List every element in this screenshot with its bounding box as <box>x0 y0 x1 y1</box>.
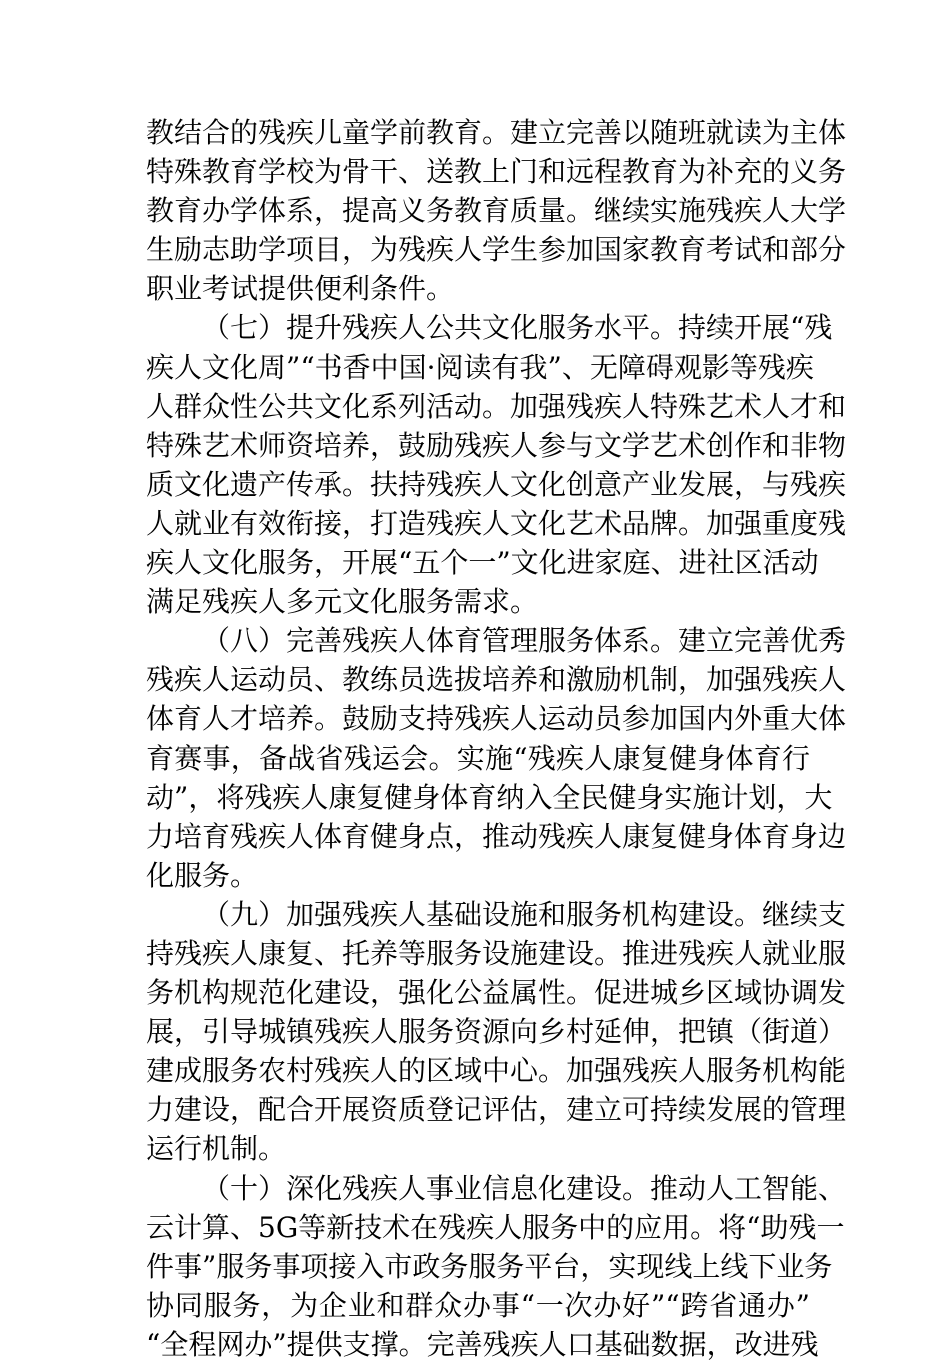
paragraph-9 <box>146 895 847 1169</box>
text-line: 育赛事，备战省残运会。实施“残疾人康复健身体育行 <box>146 741 810 775</box>
text-line: 教育办学体系，提高义务教育质量。继续实施残疾人大学 <box>146 194 847 228</box>
paragraph-1 <box>146 113 847 308</box>
text-line: 满足残疾人多元文化服务需求。 <box>146 585 539 619</box>
text-line: 运行机制。 <box>146 1132 287 1166</box>
text-line: 动”，将残疾人康复健身体育纳入全民健身实施计划，大 <box>146 780 833 814</box>
text-line: （八）完善残疾人体育管理服务体系。建立完善优秀 <box>202 624 847 658</box>
text-line: 人就业有效衔接，打造残疾人文化艺术品牌。加强重度残 <box>146 506 847 540</box>
text-line: 云计算、5G等新技术在残疾人服务中的应用。将“助残一 <box>146 1210 845 1244</box>
text-line: 教结合的残疾儿童学前教育。建立完善以随班就读为主体 <box>146 116 847 149</box>
text-line: 生励志助学项目，为残疾人学生参加国家教育考试和部分 <box>146 233 847 267</box>
text-line: 疾人文化服务，开展“五个一”文化进家庭、进社区活动 <box>146 546 819 580</box>
text-line: 化服务。 <box>146 858 259 892</box>
text-line: （十）深化残疾人事业信息化建设。推动人工智能、 <box>202 1171 847 1205</box>
text-line: “全程网办”提供支撑。完善残疾人口基础数据，改进残 <box>146 1327 819 1361</box>
text-line: 件事”服务事项接入市政务服务平台，实现线上线下业务 <box>146 1249 833 1283</box>
text-line: 力建设，配合开展资质登记评估，建立可持续发展的管理 <box>146 1093 847 1127</box>
text-line: 残疾人运动员、教练员选拔培养和激励机制，加强残疾人 <box>146 663 847 697</box>
text-line: 体育人才培养。鼓励支持残疾人运动员参加国内外重大体 <box>146 702 847 736</box>
paragraph-8 <box>146 621 847 895</box>
text-line: 疾人文化周”“书香中国·阅读有我”、无障碍观影等残疾 <box>146 350 814 384</box>
text-line: 建成服务农村残疾人的区域中心。加强残疾人服务机构能 <box>146 1054 847 1088</box>
text-line: 务机构规范化建设，强化公益属性。促进城乡区域协调发 <box>146 976 847 1010</box>
document-page <box>146 113 847 1364</box>
text-line: （七）提升残疾人公共文化服务水平。持续开展“残 <box>202 311 833 345</box>
text-line: 职业考试提供便利条件。 <box>146 272 455 306</box>
text-line: 质文化遗产传承。扶持残疾人文化创意产业发展，与残疾 <box>146 467 847 501</box>
text-line: （九）加强残疾人基础设施和服务机构建设。继续支 <box>202 897 847 931</box>
paragraph-10 <box>146 1169 847 1364</box>
text-line: 持残疾人康复、托养等服务设施建设。推进残疾人就业服 <box>146 936 847 970</box>
text-line: 特殊艺术师资培养，鼓励残疾人参与文学艺术创作和非物 <box>146 428 847 462</box>
paragraph-7 <box>146 308 847 621</box>
text-line: 协同服务，为企业和群众办事“一次办好”“跨省通办” <box>146 1288 810 1322</box>
text-line: 特殊教育学校为骨干、送教上门和远程教育为补充的义务 <box>146 155 847 189</box>
text-line: 展，引导城镇残疾人服务资源向乡村延伸，把镇（街道） <box>146 1015 847 1049</box>
text-line: 力培育残疾人体育健身点，推动残疾人康复健身体育身边 <box>146 819 847 853</box>
text-line: 人群众性公共文化系列活动。加强残疾人特殊艺术人才和 <box>146 389 847 423</box>
